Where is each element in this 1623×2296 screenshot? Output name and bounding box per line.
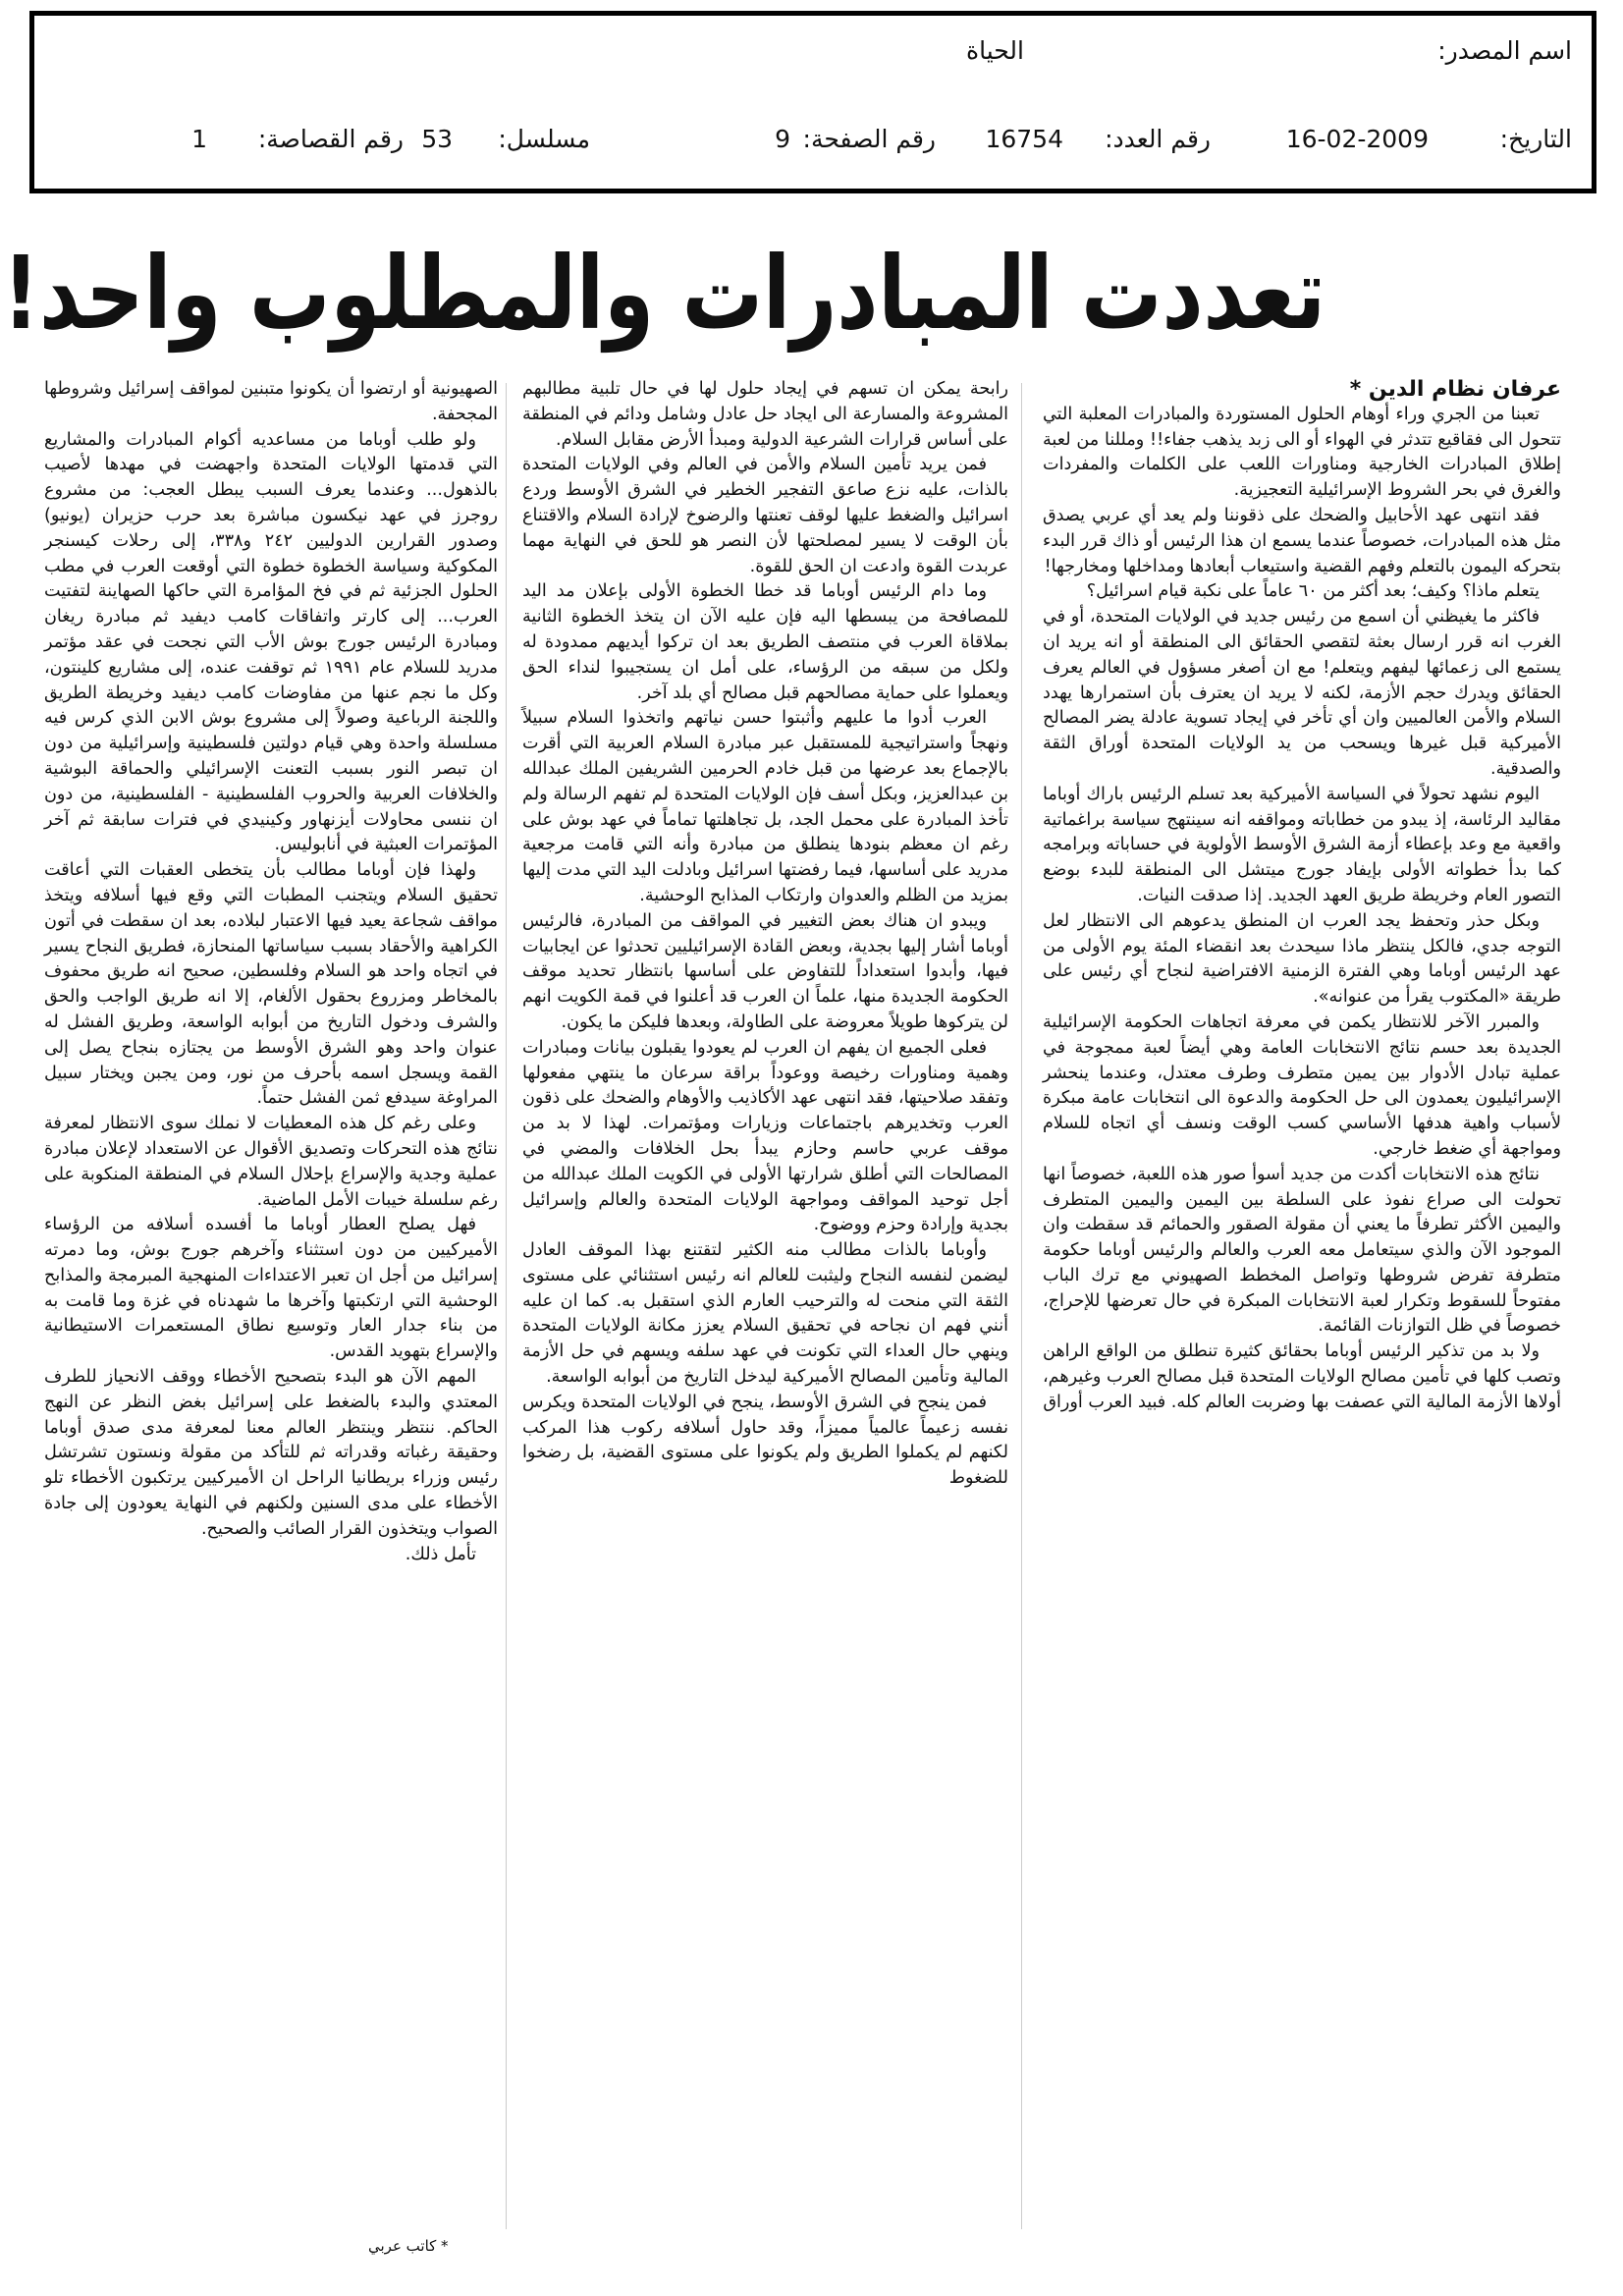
date-label: التاريخ:	[1499, 125, 1572, 153]
date-value: 16-02-2009	[1285, 125, 1429, 153]
page-value: 9	[775, 125, 790, 153]
paragraph: العرب أدوا ما عليهم وأثبتوا حسن نياتهم واتخذوا السلام سبيلاً ونهجاً واستراتيجية للمستقبل عبر مبادرة السلام العربية التي أقرت بالإجماع بعد عرضها من قبل خادم الحرمين الشريفين الملك عبدالله بن عبدالعزيز، وبكل أسف فإن الولايات المتحدة لم تفهم الرسالة ولم تأخذ المبادرة على محمل الجد، بل تجاهلتها تماماً في عهد بوش على رغم ان معظم بنودها ينطلق من مبادرة وأنه التي قامت مرجعية مدريد على أساسها، فيما رفضتها اسرائيل وبادلت اليد التي مدت إليها بمزيد من الظلم والعدوان وارتكاب المذابح الوحشية.	[522, 708, 1008, 905]
author-footnote: * كاتب عربي	[368, 2237, 449, 2255]
paragraph: رابحة يمكن ان تسهم في إيجاد حلول لها في حال تلبية مطالبهم المشروعة والمسارعة الى ايجاد حل عادل وشامل ودائم في المنطقة على أساس قرارات الشرعية الدولية ومبدأ الأرض مقابل السلام.	[522, 379, 1008, 450]
paragraph: تعبنا من الجري وراء أوهام الحلول المستوردة والمبادرات المعلبة التي تتحول الى فقاقيع تتدثر في الهواء أو الى زبد يذهب جفاء!! ومللنا من لعبة إطلاق المبادرات الخارجية ومناورات اللعب على الكلمات والمفردات والغرق في بحر الشروط الإسرائيلية التعجيزية.	[1043, 404, 1561, 501]
article-column-3	[44, 377, 498, 1567]
paragraph: فهل يصلح العطار أوباما ما أفسده أسلافه من الرؤساء الأميركيين من دون استثناء وآخرهم جورج بوش، وما دمرته إسرائيل من أجل ان تعبر الاعتداءات المنهجية المبرمجة والمذابح الوحشية التي ارتكبتها وآخرها ما شهدناه في غزة وما قامت به من بناء جدار العار وتوسيع نطاق المستعمرات الاستيطانية والإسراع بتهويد القدس.	[44, 1215, 498, 1362]
paragraph: فاكثر ما يغيظني أن اسمع من رئيس جديد في الولايات المتحدة، أو في الغرب انه قرر ارسال بعثة لتقصي الحقائق الى المنطقة أو انه يريد ان يستمع الى زعمائها ليفهم ويتعلم! مع ان أصغر مسؤول في العالم يعرف الحقائق ويدرك حجم الأزمة، لكنه لا يريد ان يعترف بأن استمرارها يهدد السلام والأمن العالميين وان أي تأخر في إيجاد تسوية عادلة يضر المصالح الأميركية قبل غيرها ويسحب من يد الولايات المتحدة أوراق الثقة والصدقية.	[1043, 607, 1561, 779]
author-byline: عرفان نظام الدين *	[1349, 377, 1561, 402]
column-divider	[506, 383, 507, 2229]
source-label: اسم المصدر:	[1437, 36, 1572, 65]
paragraph: وبكل حذر وتحفظ يجد العرب ان المنطق يدعوهم الى الانتظار لعل التوجه جدي، فالكل ينتظر ماذا سيحدث بعد انقضاء المئة يوم الأولى من عهد الرئيس أوباما وهي الفترة الزمنية الافتراضية لنجاح أي رئيس على طريقة «المكتوب يقرأ من عنوانه».	[1043, 910, 1561, 1008]
paragraph: فمن يريد تأمين السلام والأمن في العالم وفي الولايات المتحدة بالذات، عليه نزع صاعق التفجير الخطير في الشرق الأوسط وردع اسرائيل والضغط عليها لوقف تعنتها والرضوخ لإرادة السلام والاقتناع بأن الوقت لا يسير لمصلحتها لأن النصر هو للحق في النهاية مهما عربدت القوة وادعت ان الحق للقوة.	[522, 455, 1008, 576]
issue-value: 16754	[985, 125, 1063, 153]
paragraph: نتائج هذه الانتخابات أكدت من جديد أسوأ صور هذه اللعبة، خصوصاً انها تحولت الى صراع نفوذ على السلطة بين اليمين واليمين المتطرف واليمين الأكثر تطرفاً ما يعني أن مقولة الصقور والحمائم قد سقطت وان الموجود الآن والذي سيتعامل معه العرب والعالم والرئيس أوباما حكومة متطرفة تفرض شروطها وتواصل المخطط الصهيوني مع ترك الباب مفتوحاً للسقوط وتكرار لعبة الانتخابات المبكرة في حال تعرضها للإحراج، خصوصاً في ظل التوازنات القائمة.	[1043, 1164, 1561, 1337]
issue-label: رقم العدد:	[1105, 125, 1211, 153]
paragraph: يتعلم ماذا؟ وكيف؛ بعد أكثر من ٦٠ عاماً على نكبة قيام اسرائيل؟	[1086, 581, 1540, 602]
paragraph: وعلى رغم كل هذه المعطيات لا نملك سوى الانتظار لمعرفة نتائج هذه التحركات وتصديق الأقوال عن الاستعداد لإعلان مبادرة عملية وجدية والإسراع بإحلال السلام في المنطقة المنكوبة على رغم سلسلة خيبات الأمل الماضية.	[44, 1114, 498, 1210]
paragraph: ويبدو ان هناك بعض التغيير في المواقف من المبادرة، فالرئيس أوباما أشار إليها بجدية، وبعض القادة الإسرائيليين تحدثوا عن ايجابيات فيها، وأبدوا استعداداً للتفاوض على أساسها بانتظار تحديد موقف الحكومة الجديدة منها، علماً ان العرب قد أعلنوا في قمة الكويت انهم لن يتركوها طويلاً معروضة على الطاولة، وبعدها فليكن ما يكون.	[522, 910, 1008, 1032]
source-value: الحياة	[966, 36, 1024, 65]
serial-value: 53	[421, 125, 453, 153]
article-column-1	[1043, 377, 1561, 1416]
page-label: رقم الصفحة:	[802, 125, 936, 153]
article-title-text: تعددت المبادرات والمطلوب واحد!	[2, 236, 1325, 353]
paragraph: وما دام الرئيس أوباما قد خطا الخطوة الأولى بإعلان مد اليد للمصافحة من يبسطها اليه فإن عليه الآن ان يتخذ الخطوة الثانية بملاقاة العرب في منتصف الطريق بعد ان تركوا أيديهم ممدودة له ولكل من سبقه من الرؤساء، على أمل ان يستجيبوا لنداء الحق ويعملوا على حماية مصالحهم قبل مصالح أي بلد آخر.	[522, 581, 1008, 703]
paragraph: فمن ينجح في الشرق الأوسط، ينجح في الولايات المتحدة ويكرس نفسه زعيماً عالمياً مميزاً، وقد حاول أسلافه ركوب هذا المركب لكنهم لم يكملوا الطريق ولم يكونوا على مستوى القضية، بل رضخوا للضغوط	[522, 1392, 1008, 1489]
paragraph: تأمل ذلك.	[405, 1544, 476, 1564]
paragraph: فعلى الجميع ان يفهم ان العرب لم يعودوا يقبلون بيانات ومبادرات وهمية ومناورات رخيصة ووعوداً براقة سرعان ما ينتهي مفعولها وتفقد صلاحيتها، فقد انتهى عهد الأكاذيب والأوهام والضحك على ذقون العرب وتخديرهم باجتماعات وزيارات ومؤتمرات. لهذا لا بد من موقف عربي حاسم وحازم يبدأ بحل الخلافات والمضي في المصالحات التي أطلق شرارتها الأولى في الكويت الملك عبدالله من أجل توحيد المواقف ومواجهة الولايات المتحدة والعالم وإسرائيل بجدية وإرادة وحزم ووضوح.	[522, 1037, 1008, 1235]
paragraph: المهم الآن هو البدء بتصحيح الأخطاء ووقف الانحياز للطرف المعتدي والبدء بالضغط على إسرائيل بغض النظر عن النهج الحاكم. ننتظر وينتظر العالم معنا لمعرفة مدى صدق أوباما وحقيقة رغباته وقدراته ثم للتأكد من مقولة ونستون تشرتشل رئيس وزراء بريطانيا الراحل ان الأميركيين يرتكبون الأخطاء تلو الأخطاء على مدى السنين ولكنهم في النهاية يعودون إلى جادة الصواب ويتخذون القرار الصائب والصحيح.	[44, 1367, 498, 1539]
paragraph: ولهذا فإن أوباما مطالب بأن يتخطى العقبات التي أعاقت تحقيق السلام ويتجنب المطبات التي وقع فيها أسلافه ويتخذ مواقف شجاعة يعيد فيها الاعتبار لبلاده، بعد ان سقطت في أتون الكراهية والأحقاد بسبب سياساتها المنحازة، فطريق النجاح يسير في اتجاه واحد هو السلام وفلسطين، صحيح انه طريق محفوف بالمخاطر ومزروع بحقول الألغام، إلا انه طريق الواجب والحق والشرف ودخول التاريخ من أبوابه الواسعة، وطريق الفشل له عنوان واحد وهو الشرق الأوسط من يجتازه بنجاح يصل إلى القمة ويسجل اسمه بأحرف من نور، ومن يجبن ويختار سبيل المراوغة سيدفع ثمن الفشل حتماً.	[44, 860, 498, 1109]
paragraph: والمبرر الآخر للانتظار يكمن في معرفة اتجاهات الحكومة الإسرائيلية الجديدة بعد حسم نتائج الانتخابات العامة وهي أيضاً لعبة ممجوجة في عملية تبادل الأدوار بين يمين متطرف وطرف معتدل، وعندما ينحشر الإسرائيليون يعمدون الى حل الحكومة والدعوة الى انتخابات عامة مبكرة لأسباب واهية هدفها الأساسي كسب الوقت ونسف أي اتجاه للسلام ومواجهة أي ضغط خارجي.	[1043, 1011, 1561, 1159]
paragraph: اليوم نشهد تحولاً في السياسة الأميركية بعد تسلم الرئيس باراك أوباما مقاليد الرئاسة، إذ يبدو من خطاباته ومواقفه انه سينتهج سياسة براغماتية واقعية مع وعد بإعطاء أزمة الشرق الأوسط الأولوية في حساباته وبرامجه كما بدأ خطواته الأولى بإيفاد جورج ميتشل الى المنطقة للبدء بوضع التصور العام وخريطة طريق العهد الجديد. إذا صدقت النيات.	[1043, 784, 1561, 905]
paragraph: فقد انتهى عهد الأحابيل والضحك على ذقوننا ولم يعد أي عربي يصدق مثل هذه المبادرات، خصوصاً عندما يسمع ان هذا الرئيس أو ذاك قرر البدء بتحركه اليمون بالتعلم وفهم القضية واستيعاب أبعادها ومداخلها ومخارجها!	[1043, 505, 1561, 576]
serial-label: مسلسل:	[498, 125, 590, 153]
paragraph: الصهيونية أو ارتضوا أن يكونوا متبنين لمواقف إسرائيل وشروطها المجحفة.	[44, 379, 498, 424]
paragraph: ولا بد من تذكير الرئيس أوباما بحقائق كثيرة تنطلق من الواقع الراهن وتصب كلها في تأمين مصالح الولايات المتحدة قبل مصالح العرب وغيرهم، أولاها الأزمة المالية التي عصفت بها وضربت العالم كله. فبيد العرب أوراق	[1043, 1341, 1561, 1412]
paragraph: ولو طلب أوباما من مساعديه أكوام المبادرات والمشاريع التي قدمتها الولايات المتحدة واجهضت في مهدها لأصيب بالذهول... وعندما يعرف السبب يبطل العجب: من مشروع روجرز في عهد نيكسون مباشرة بعد حرب حزيران (يونيو) وصدور القرارين الدوليين ٢٤٢ و٣٣٨، إلى رحلات كيسنجر المكوكية وسياسة الخطوة خطوة التي أوقعت العرب في مطب الحلول الجزئية ثم في فخ المؤامرة التي حاكها الصهاينة لتفتيت العرب... إلى كارتر واتفاقات كامب ديفيد ثم مبادرة ريغان ومبادرة الرئيس جورج بوش الأب التي نجحت في عقد مؤتمر مدريد للسلام عام ١٩٩١ ثم توقفت عنده، إلى مشاريع كلينتون، وكل ما نجم عنها من مفاوضات كامب ديفيد وخريطة الطريق واللجنة الرباعية وصولاً إلى مشروع بوش الابن الذي كرس فيه مسلسلة واحدة وهي قيام دولتين فلسطينية وإسرائيلية من دون ان تبصر النور بسبب التعنت الإسرائيلي والحماقة البوشية والخلافات العربية والحروب الفلسطينية - الفلسطينية، من دون ان ننسى محاولات أيزنهاور وكينيدي في فترات سابقة ثم آخر المؤتمرات العبثية في أنابوليس.	[44, 429, 499, 855]
clipping-header	[29, 11, 1596, 193]
clip-value: 1	[191, 125, 207, 153]
paragraph: وأوباما بالذات مطالب منه الكثير لتقتنع بهذا الموقف العادل ليضمن لنفسه النجاح وليثبت للعالم انه رئيس استثنائي على مستوى الثقة التي منحت له والترحيب العارم الذي استقبل به. كما ان عليه أنني فهم ان نجاحه في تحقيق السلام يعزز مكانة الولايات المتحدة وينهي حال العداء التي تكونت في عهد سلفه ويسهم في حل الأزمة المالية وتأمين المصالح الأميركية ليدخل التاريخ من أبوابه الواسعة.	[522, 1240, 1008, 1388]
clip-label: رقم القصاصة:	[257, 125, 404, 153]
article-column-2	[522, 377, 1008, 1492]
article-title	[2, 236, 1325, 353]
column-divider	[1021, 383, 1022, 2229]
